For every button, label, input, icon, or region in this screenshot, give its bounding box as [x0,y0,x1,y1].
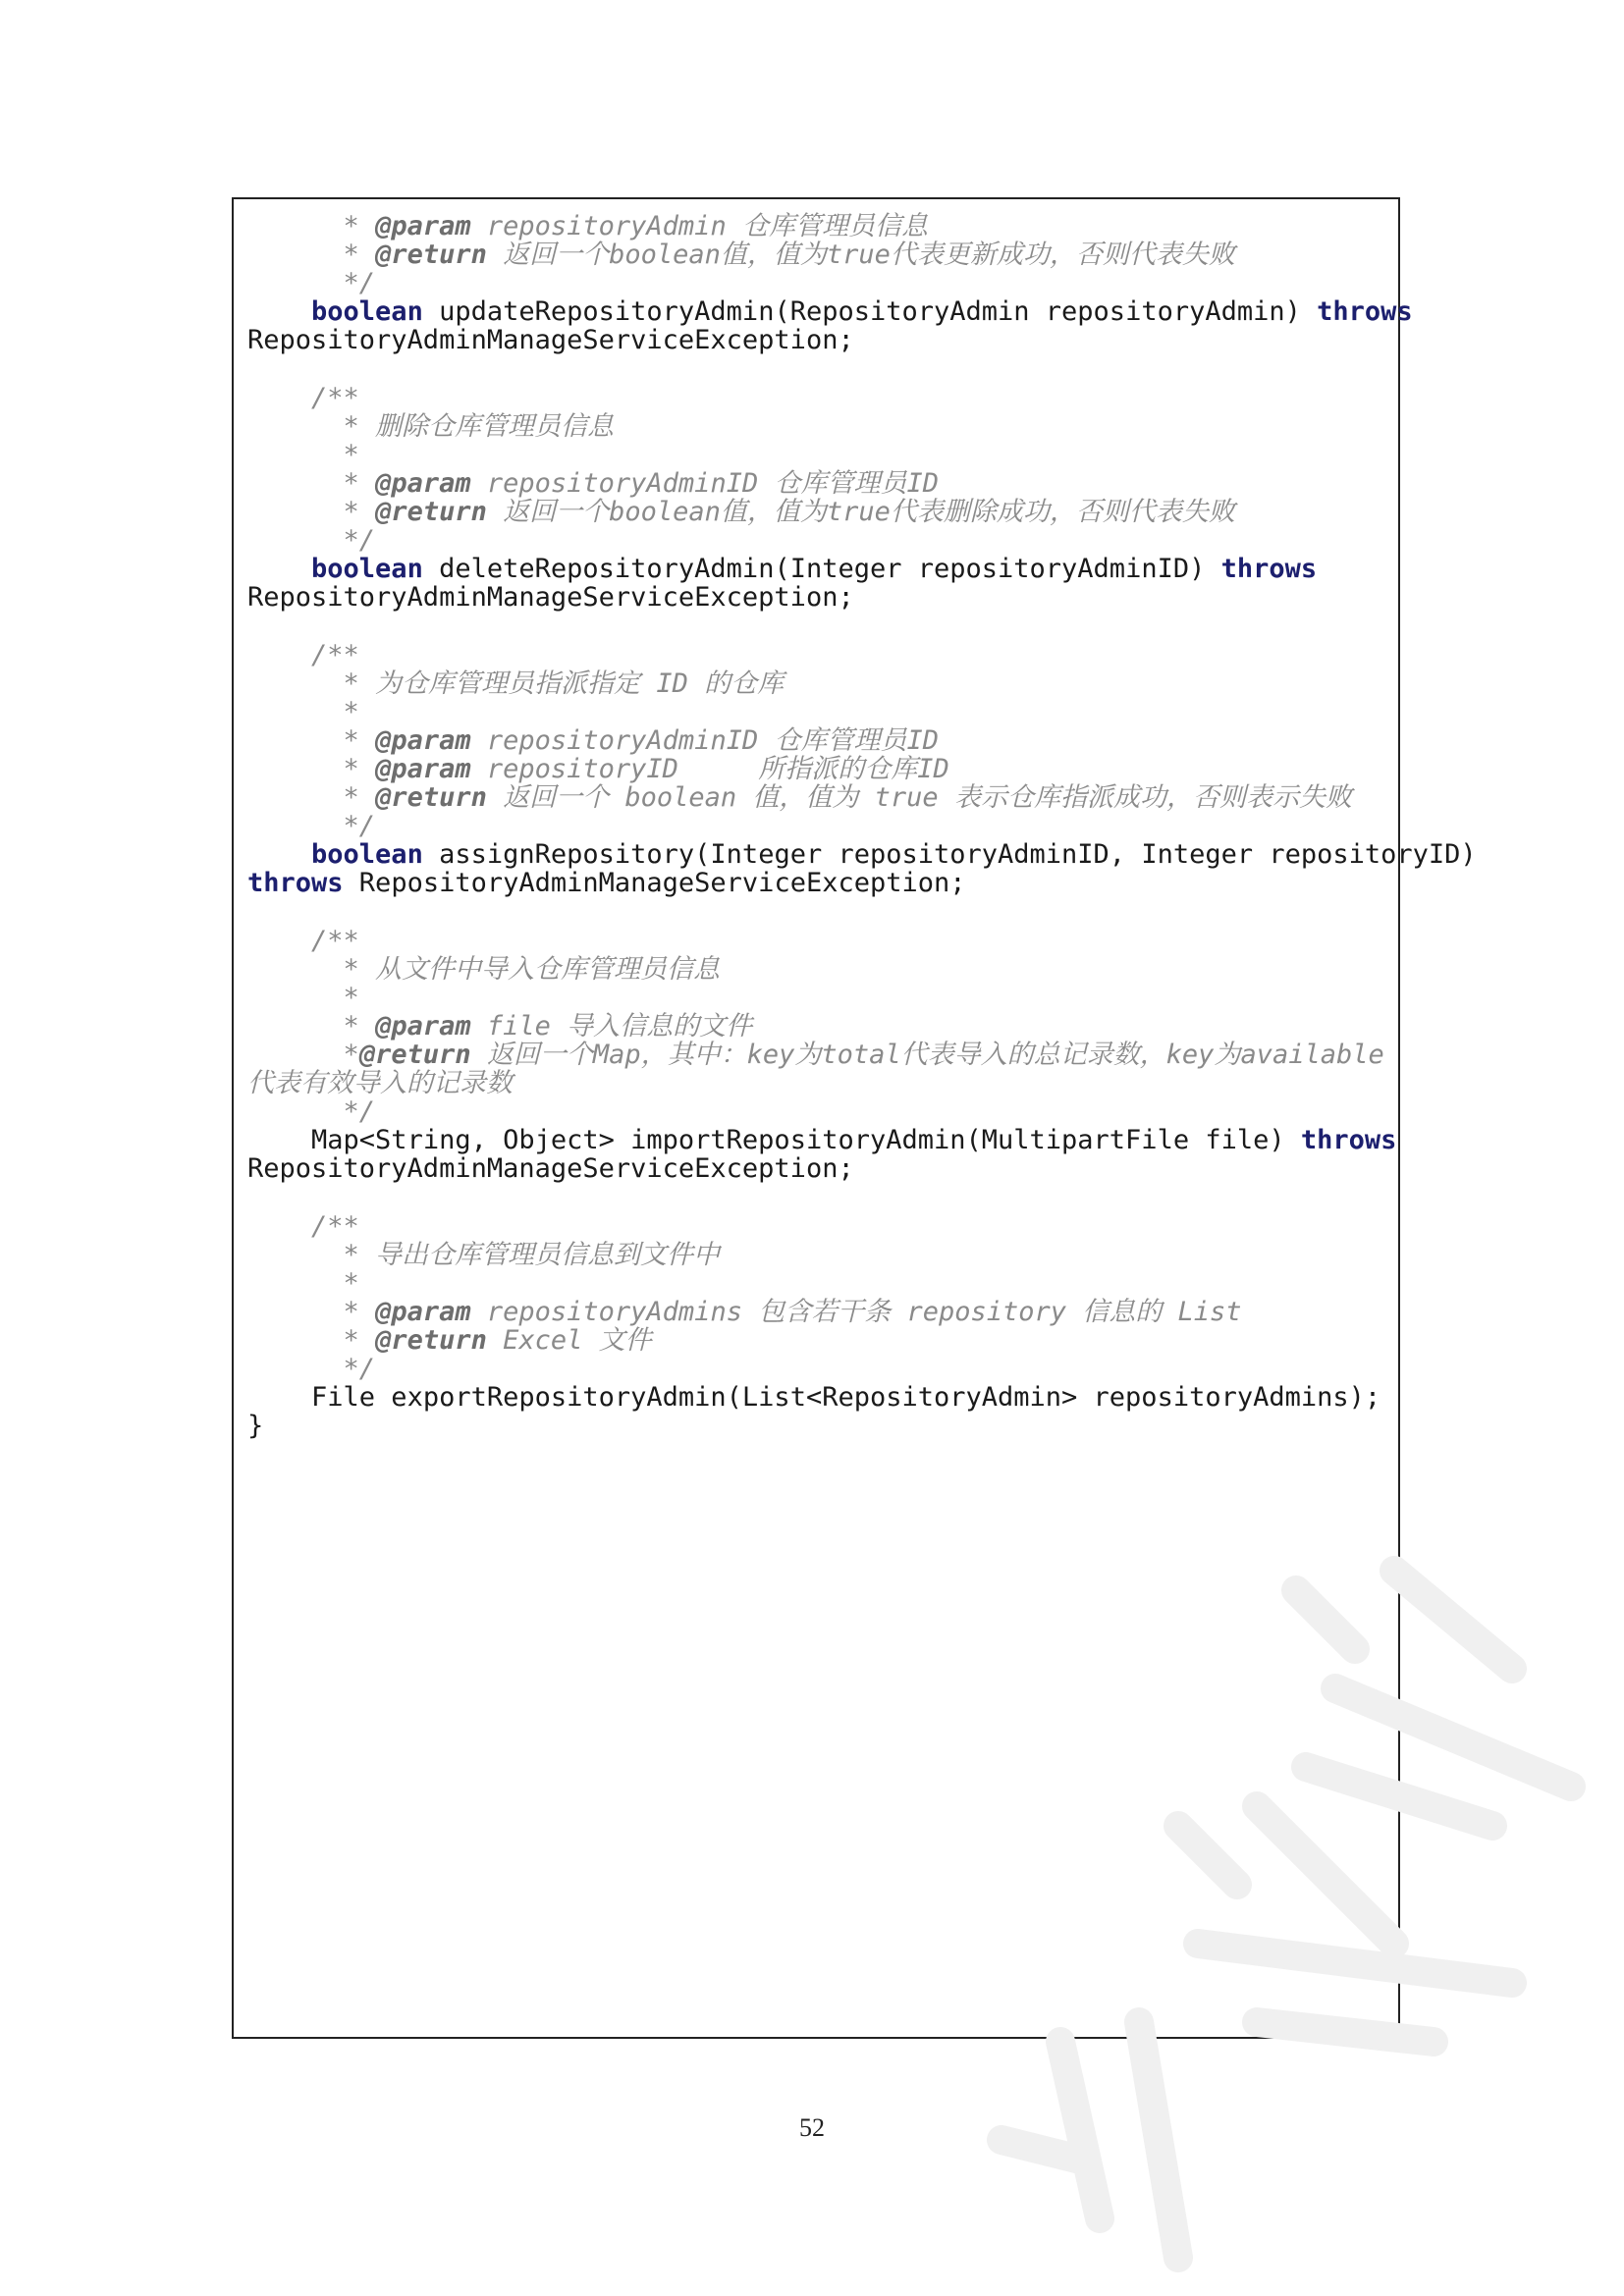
code-token: @param [375,1296,471,1327]
code-token: repositoryAdminID 仓库管理员ID [470,467,939,499]
code-token: * [343,1267,359,1299]
code-token: @param [375,467,471,499]
code-line [247,1151,854,1187]
code-listing-box [232,197,1477,2039]
code-token: /** [311,382,359,413]
code-token: * [343,782,376,813]
code-token: Excel 文件 [486,1324,652,1356]
code-token: @return [358,1039,471,1070]
code-token: 返回一个boolean值，值为true代表删除成功，否则代表失败 [486,497,1235,527]
code-token: @return [375,240,487,271]
code-token: RepositoryAdminManageServiceException; [247,325,854,356]
code-token: 返回一个Map，其中：key为total代表导入的总记录数，key为available [470,1039,1384,1070]
code-token: updateRepositoryAdmin(RepositoryAdmin repositoryAdmin) [422,296,1318,328]
code-token: repositoryAdmin 仓库管理员信息 [470,211,928,241]
code-line [247,495,1235,530]
code-token: */ [343,811,376,842]
code-token: * [343,439,359,470]
code-token: boolean [311,554,423,585]
code-token: * 为仓库管理员指派指定 ID 的仓库 [343,667,785,699]
code-token: repositoryAdminID 仓库管理员ID [470,724,939,756]
code-token: /** [311,639,359,670]
code-token: /** [311,1210,359,1242]
code-token: File exportRepositoryAdmin(List<RepositoryAdmin> repositoryAdmins); [311,1382,1381,1414]
code-token: */ [343,1096,376,1128]
code-token: */ [343,268,376,299]
code-token: * [343,982,359,1013]
code-token: @return [375,782,487,813]
code-token: RepositoryAdminManageServiceException; [247,1153,854,1185]
code-token: RepositoryAdminManageServiceException; [343,868,966,899]
code-token: repositoryID 所指派的仓库ID [470,753,949,784]
code-token: /** [311,925,359,956]
code-token: * [343,497,376,527]
code-token: assignRepository(Integer repositoryAdminID, Integer repositoryID) [422,839,1477,871]
code-line [247,238,1235,273]
code-token: throws [1300,1125,1397,1156]
code-token: 返回一个boolean值，值为true代表更新成功，否则代表失败 [486,240,1235,271]
code-line [247,780,1352,816]
code-token: 返回一个 boolean 值，值为 true 表示仓库指派成功，否则表示失败 [486,782,1352,813]
code-line [247,1409,263,1444]
code-token: * [343,211,376,241]
code-token: RepositoryAdminManageServiceException; [247,582,854,614]
code-token: throws [1220,554,1318,585]
code-token: * 导出仓库管理员信息到文件中 [343,1239,721,1270]
code-token: @param [375,1010,471,1041]
code-token: file 导入信息的文件 [470,1010,753,1041]
code-token: Map<String, Object> importRepositoryAdmin(MultipartFile file) [311,1125,1301,1156]
code-token: } [247,1411,264,1442]
code-line [247,323,854,358]
code-token: * [343,696,359,727]
code-token: throws [247,868,344,899]
code-token: * [343,1324,376,1356]
code-token: */ [343,525,376,557]
code-token: throws [1317,296,1413,328]
code-token: @param [375,724,471,756]
code-token: @param [375,753,471,784]
code-token: boolean [311,296,423,328]
code-token: * [343,724,376,756]
code-token: * [343,467,376,499]
code-line [247,580,854,615]
code-token: @return [375,1324,487,1356]
code-token: * 删除仓库管理员信息 [343,410,615,442]
code-token: @param [375,211,471,241]
code-token: * [343,1296,376,1327]
code-token: * [343,1039,359,1070]
code-token: boolean [311,839,423,871]
page-number: 52 [799,2113,825,2142]
code-token: repositoryAdmins 包含若干条 repository 信息的 List [470,1296,1242,1327]
code-token: deleteRepositoryAdmin(Integer repositoryAdminID) [422,554,1221,585]
code-token: * [343,1010,376,1041]
code-line [247,866,966,901]
code-token: 代表有效导入的记录数 [247,1068,513,1098]
code-token: * [343,753,376,784]
code-token: * 从文件中导入仓库管理员信息 [343,953,721,985]
code-token: @return [375,497,487,527]
code-line [247,1380,1380,1415]
code-token: */ [343,1354,376,1384]
code-token: * [343,240,376,271]
